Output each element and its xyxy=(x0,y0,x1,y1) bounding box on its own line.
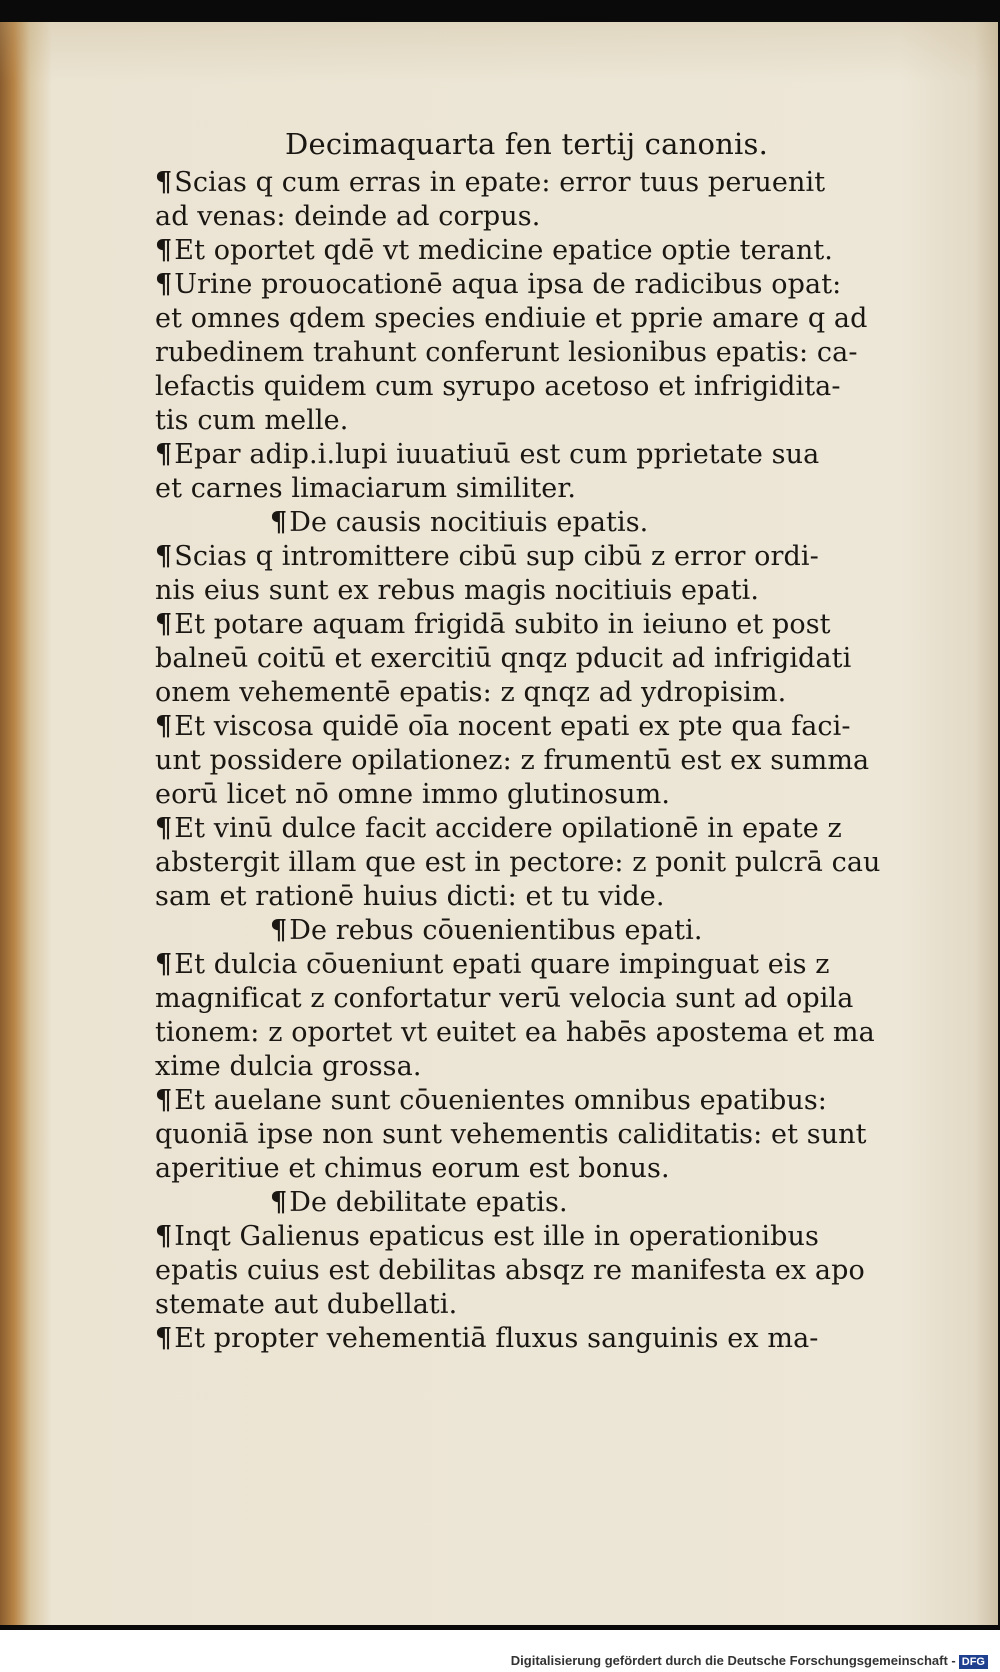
line-text: quoniā ipse non sunt vehementis caliditatis: et sunt xyxy=(155,1119,867,1150)
line-text: ad venas: deinde ad corpus. xyxy=(155,201,541,232)
text-line xyxy=(155,540,935,574)
text-line xyxy=(155,1288,935,1322)
line-text: aperitiue et chimus eorum est bonus. xyxy=(155,1153,670,1184)
dfg-logo: DFG xyxy=(959,1655,988,1669)
paragraph-mark-icon: ¶ xyxy=(155,813,173,844)
text-line xyxy=(155,1118,935,1152)
line-text: Scias q cum erras in epate: error tuus peruenit xyxy=(174,167,826,198)
line-text: Et auelane sunt cōuenientes omnibus epatibus: xyxy=(174,1085,828,1116)
line-text: et carnes limaciarum similiter. xyxy=(155,473,577,504)
line-text: tis cum melle. xyxy=(155,405,349,436)
text-lines xyxy=(155,166,935,1356)
text-line xyxy=(155,370,935,404)
line-text: stemate aut dubellati. xyxy=(155,1289,458,1320)
paragraph-mark-icon: ¶ xyxy=(155,541,173,572)
line-text: Et vinū dulce facit accidere opilationē in epate z xyxy=(174,813,842,844)
line-text: tionem: z oportet vt euitet ea habēs apostema et ma xyxy=(155,1017,875,1048)
digitization-credit xyxy=(511,1652,988,1670)
text-line xyxy=(155,438,935,472)
book-page xyxy=(0,22,998,1625)
paragraph-mark-icon: ¶ xyxy=(155,711,173,742)
paragraph-mark-icon: ¶ xyxy=(270,507,288,538)
text-line xyxy=(155,608,935,642)
paragraph-mark-icon: ¶ xyxy=(270,915,288,946)
text-line xyxy=(155,1322,935,1356)
line-text: Et propter vehementiā fluxus sanguinis ex ma- xyxy=(174,1323,819,1354)
line-text: epatis cuius est debilitas absqz re manifesta ex apo xyxy=(155,1255,865,1286)
text-line xyxy=(155,846,935,880)
text-line xyxy=(155,778,935,812)
paragraph-mark-icon: ¶ xyxy=(270,1187,288,1218)
text-line xyxy=(155,336,935,370)
line-text: et omnes qdem species endiuie et pprie amare q ad xyxy=(155,303,868,334)
line-text: Et viscosa quidē oīa nocent epati ex pte qua faci- xyxy=(174,711,851,742)
line-text: unt possidere opilationez: z frumentū est ex summa xyxy=(155,745,870,776)
line-text: Urine prouocationē aqua ipsa de radicibus opat: xyxy=(174,269,842,300)
line-text: De debilitate epatis. xyxy=(289,1187,568,1218)
line-text: onem vehementē epatis: z qnqz ad ydropisim. xyxy=(155,677,787,708)
line-text: Et dulcia cōueniunt epati quare impinguat eis z xyxy=(174,949,830,980)
line-text: xime dulcia grossa. xyxy=(155,1051,422,1082)
paragraph-mark-icon: ¶ xyxy=(155,1323,173,1354)
paragraph-mark-icon: ¶ xyxy=(155,269,173,300)
paragraph-mark-icon: ¶ xyxy=(155,1085,173,1116)
text-line xyxy=(155,982,935,1016)
text-line xyxy=(155,472,935,506)
paragraph-mark-icon: ¶ xyxy=(155,609,173,640)
text-line xyxy=(155,1152,935,1186)
paragraph-mark-icon: ¶ xyxy=(155,439,173,470)
section-heading xyxy=(155,1186,935,1220)
paragraph-mark-icon: ¶ xyxy=(155,235,173,266)
line-text: De causis nocitiuis epatis. xyxy=(289,507,649,538)
text-line xyxy=(155,812,935,846)
text-line xyxy=(155,880,935,914)
line-text: sam et rationē huius dicti: et tu vide. xyxy=(155,881,665,912)
text-line xyxy=(155,744,935,778)
line-text: Inqt Galienus epaticus est ille in operationibus xyxy=(174,1221,819,1252)
text-line xyxy=(155,948,935,982)
text-line xyxy=(155,234,935,268)
line-text: Epar adip.i.lupi iuuatiuū est cum pprietate sua xyxy=(174,439,820,470)
section-heading xyxy=(155,914,935,948)
text-line xyxy=(155,1016,935,1050)
running-header: Decimaquarta fen tertij canonis. xyxy=(285,127,769,161)
line-text: abstergit illam que est in pectore: z ponit pulcrā cau xyxy=(155,847,881,878)
line-text: Scias q intromittere cibū sup cibū z error ordi- xyxy=(174,541,819,572)
line-text: De rebus cōuenientibus epati. xyxy=(289,915,703,946)
section-heading xyxy=(155,506,935,540)
line-text: lefactis quidem cum syrupo acetoso et infrigidita- xyxy=(155,371,841,402)
text-line xyxy=(155,404,935,438)
line-text: Et oportet qdē vt medicine epatice optie terant. xyxy=(174,235,833,266)
line-text: nis eius sunt ex rebus magis nocitiuis epati. xyxy=(155,575,760,606)
paragraph-mark-icon: ¶ xyxy=(155,949,173,980)
text-line xyxy=(155,166,935,200)
text-line xyxy=(155,1050,935,1084)
line-text: Et potare aquam frigidā subito in ieiuno et post xyxy=(174,609,831,640)
text-line xyxy=(155,574,935,608)
text-line xyxy=(155,1084,935,1118)
paragraph-mark-icon: ¶ xyxy=(155,1221,173,1252)
text-line xyxy=(155,302,935,336)
line-text: eorū licet nō omne immo glutinosum. xyxy=(155,779,670,810)
line-text: balneū coitū et exercitiū qnqz pducit ad infrigidati xyxy=(155,643,852,674)
line-text: magnificat z confortatur verū velocia sunt ad opila xyxy=(155,983,854,1014)
text-line xyxy=(155,642,935,676)
text-line xyxy=(155,1254,935,1288)
text-line xyxy=(155,268,935,302)
line-text: rubedinem trahunt conferunt lesionibus epatis: ca- xyxy=(155,337,858,368)
text-line xyxy=(155,676,935,710)
page-text-block xyxy=(155,122,935,1356)
paragraph-mark-icon: ¶ xyxy=(155,167,173,198)
text-line xyxy=(155,710,935,744)
credit-text: Digitalisierung gefördert durch die Deutsche Forschungsgemeinschaft - xyxy=(510,1653,956,1668)
text-line xyxy=(155,200,935,234)
text-line xyxy=(155,1220,935,1254)
